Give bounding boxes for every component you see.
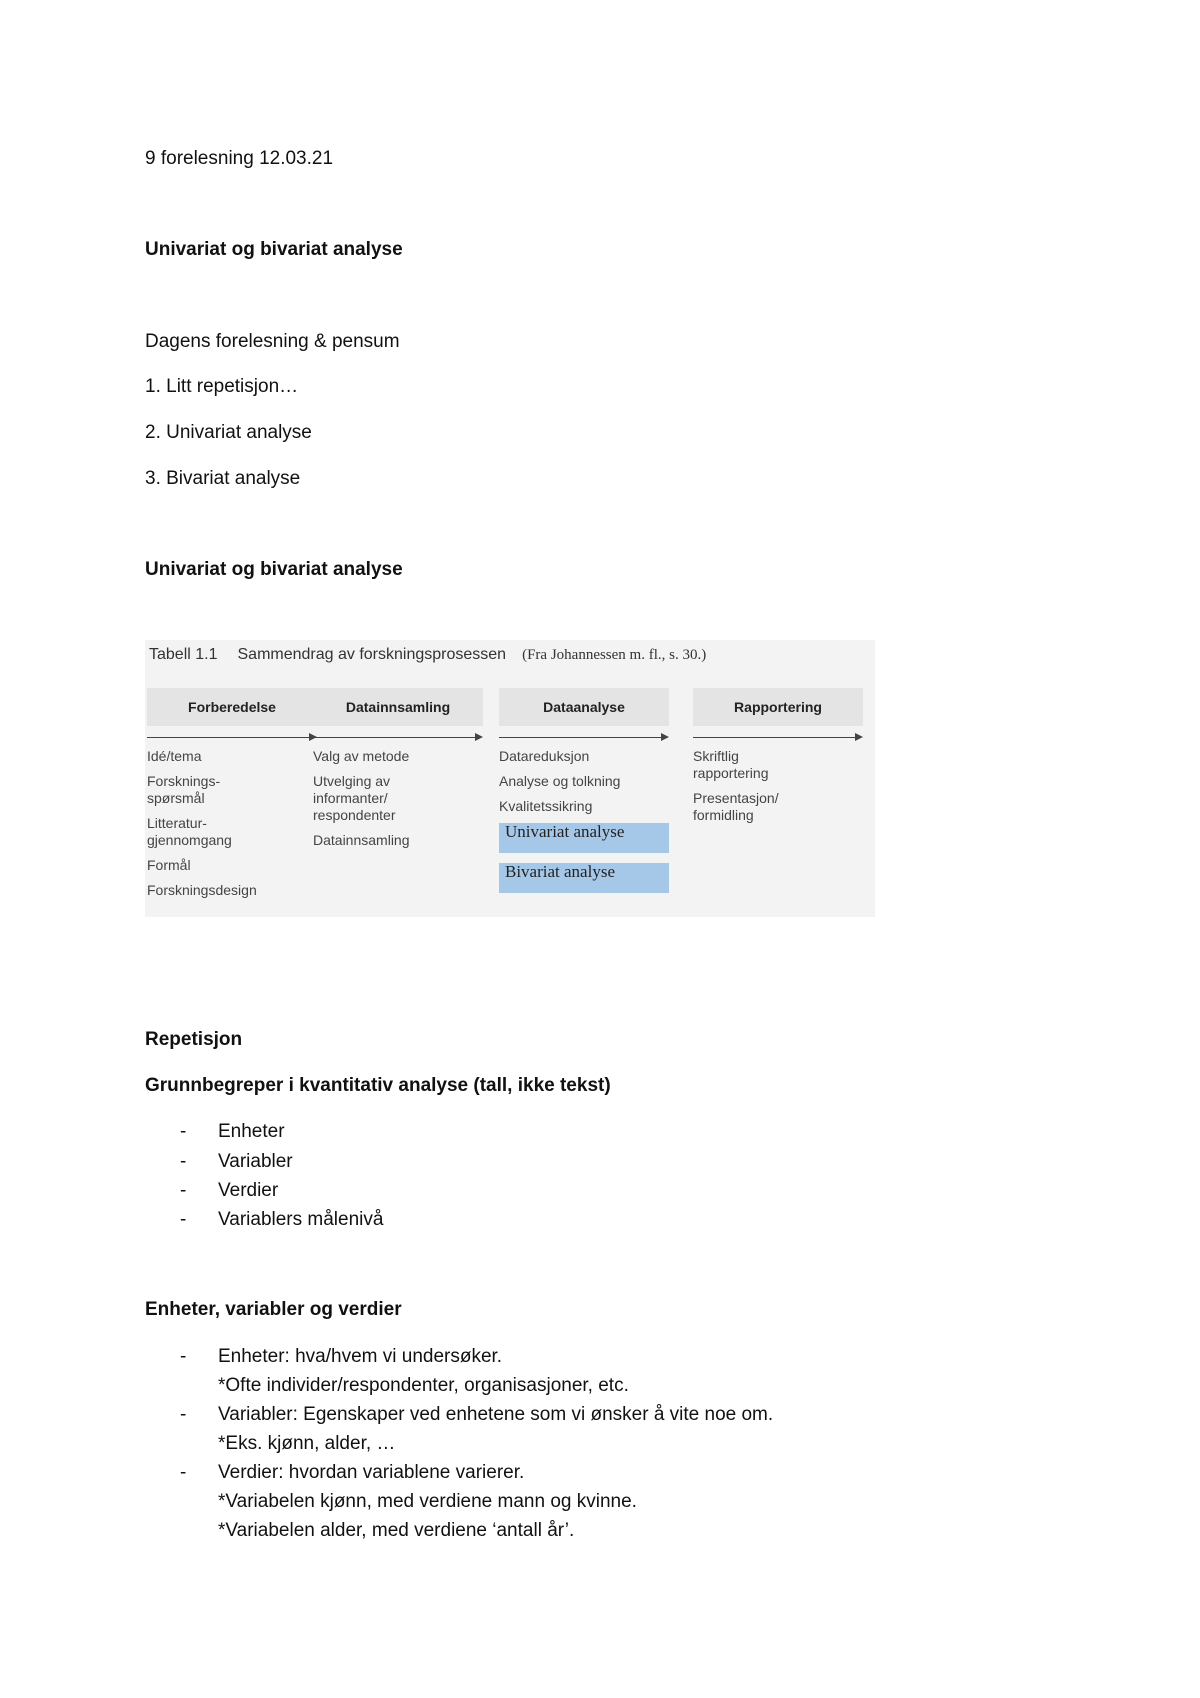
list-item-text: Verdier [218, 1180, 279, 1201]
column-header: Datainnsamling [313, 688, 483, 726]
list-item [180, 1346, 502, 1368]
basics-heading: Grunnbegreper i kvantitativ analyse (tall, ikke tekst) [145, 1075, 611, 1096]
table-item: Datainnsamling [313, 832, 410, 848]
list-item-text: Enheter [218, 1121, 285, 1142]
table-column-rapportering [693, 688, 863, 832]
column-header: Rapportering [693, 688, 863, 726]
table-item: Kvalitetssikring [499, 798, 593, 814]
table-item: Presentasjon/ formidling [693, 790, 779, 823]
list-subitem: *Ofte individer/respondenter, organisasjoner, etc. [218, 1375, 629, 1396]
figure-source: (Fra Johannessen m. fl., s. 30.) [522, 647, 707, 663]
table-item: Formål [147, 857, 191, 873]
list-item-text: Verdier: hvordan variablene varierer. [218, 1462, 525, 1483]
table-item: Forskningsdesign [147, 882, 257, 898]
list-item-text: Variabler: Egenskaper ved enhetene som vi ønsker å vite noe om. [218, 1404, 774, 1425]
arrow-icon [147, 732, 317, 742]
table-item: Forsknings- spørsmål [147, 773, 221, 806]
section-title: Univariat og bivariat analyse [145, 239, 403, 260]
list-item-text: Variablers målenivå [218, 1209, 384, 1230]
list-item [180, 1151, 293, 1173]
list-subitem: *Variabelen kjønn, med verdiene mann og kvinne. [218, 1491, 637, 1512]
list-item-text: Variabler [218, 1151, 293, 1172]
table-column-dataanalyse [499, 688, 669, 903]
process-table-figure [145, 640, 875, 917]
table-item: Valg av metode [313, 748, 410, 764]
arrow-icon [693, 732, 863, 742]
list-item [180, 1209, 383, 1231]
figure-title [149, 646, 706, 664]
bullet-dash: - [180, 1180, 187, 1201]
lecture-header: 9 forelesning 12.03.21 [145, 148, 334, 169]
table-item: Skriftlig rapportering [693, 748, 769, 781]
bullet-dash: - [180, 1462, 187, 1483]
figure-label: Tabell 1.1 [149, 646, 218, 663]
table-item: Datareduksjon [499, 748, 590, 764]
bullet-dash: - [180, 1151, 187, 1172]
figure-caption: Sammendrag av forskningsprosessen [237, 646, 507, 663]
agenda-heading: Dagens forelesning & pensum [145, 331, 400, 352]
highlight-univariat: Univariat analyse [499, 823, 669, 853]
table-item: Analyse og tolkning [499, 773, 621, 789]
list-subitem: *Variabelen alder, med verdiene ‘antall år’. [218, 1520, 575, 1541]
list-item [180, 1462, 524, 1484]
list-subitem: *Eks. kjønn, alder, … [218, 1433, 396, 1454]
bullet-dash: - [180, 1404, 187, 1425]
agenda-item: 1. Litt repetisjon… [145, 376, 299, 397]
agenda-item: 3. Bivariat analyse [145, 468, 301, 489]
bullet-dash: - [180, 1346, 187, 1367]
repetition-heading: Repetisjon [145, 1029, 243, 1050]
column-header: Forberedelse [147, 688, 317, 726]
agenda-item: 2. Univariat analyse [145, 422, 312, 443]
column-header: Dataanalyse [499, 688, 669, 726]
arrow-icon [313, 732, 483, 742]
bullet-dash: - [180, 1209, 187, 1230]
list-item [180, 1180, 278, 1202]
list-item-text: Enheter: hva/hvem vi undersøker. [218, 1346, 503, 1367]
bullet-dash: - [180, 1121, 187, 1142]
table-item: Litteratur- gjennomgang [147, 815, 232, 848]
table-column-forberedelse [147, 688, 317, 907]
table-column-datainnsamling [313, 688, 483, 857]
list-item [180, 1121, 285, 1143]
arrow-icon [499, 732, 669, 742]
highlight-bivariat: Bivariat analyse [499, 863, 669, 893]
list-item [180, 1404, 773, 1426]
table-item: Idé/tema [147, 748, 202, 764]
table-item: Utvelging av informanter/ respondenter [313, 773, 396, 823]
section-title: Univariat og bivariat analyse [145, 559, 403, 580]
euv-heading: Enheter, variabler og verdier [145, 1299, 402, 1320]
